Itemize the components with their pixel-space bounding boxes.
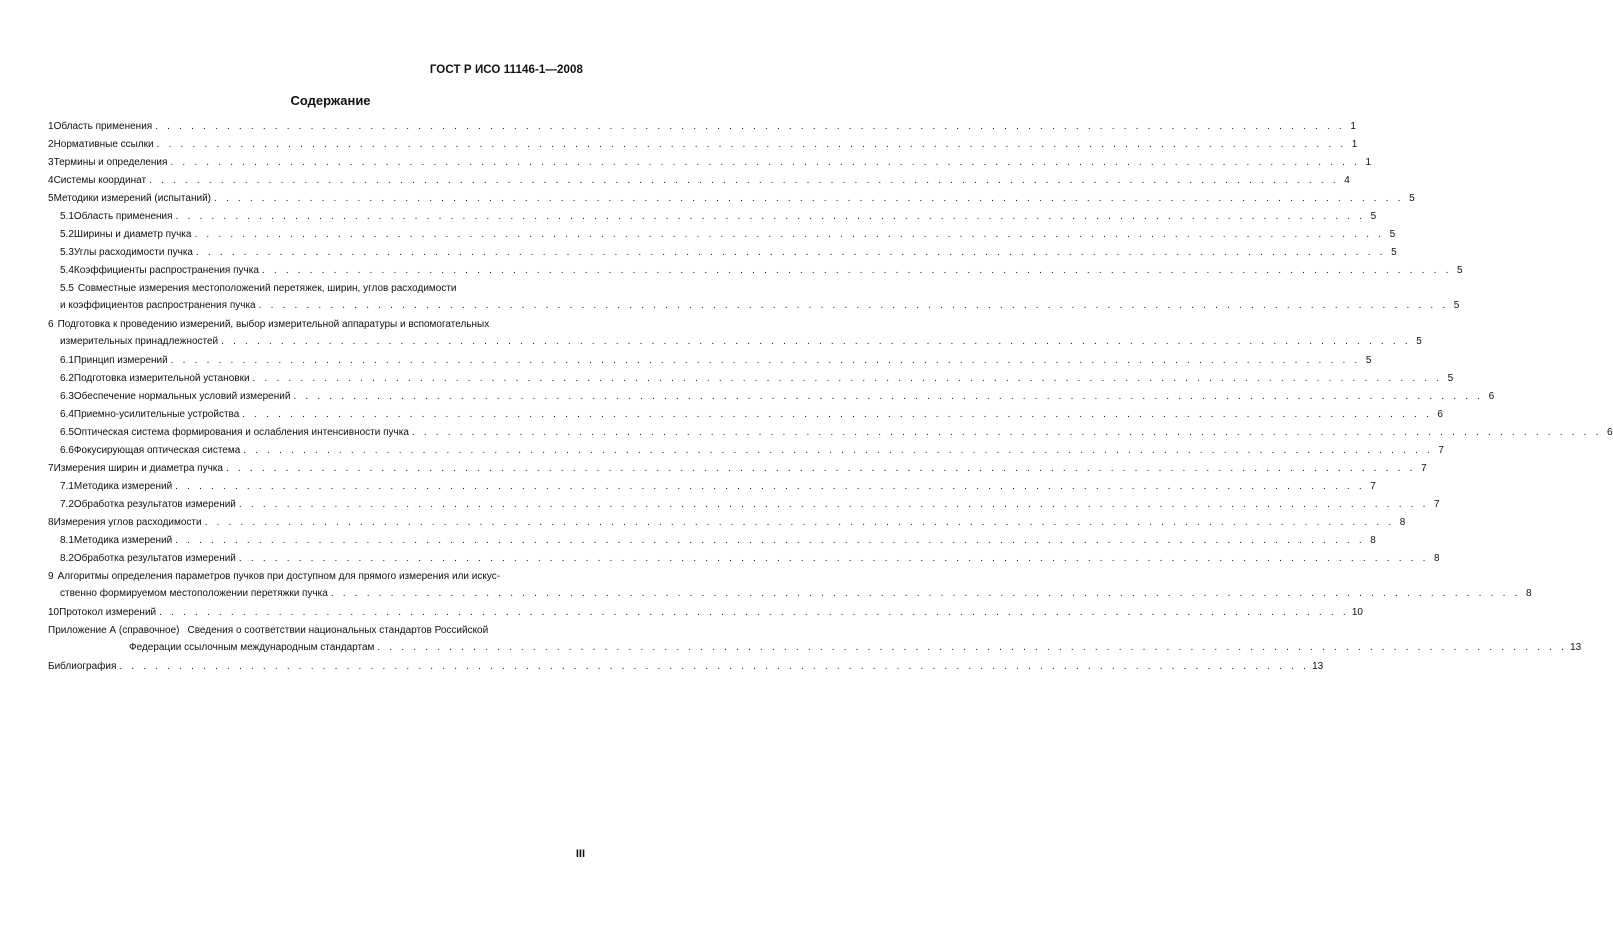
toc-entry-label: Область применения [73,211,173,222]
toc-entry[interactable] [60,408,1443,422]
toc-entry-number: 6.6 [60,445,74,456]
toc-entry-page: 6 [1488,391,1495,402]
toc-entry-label: Протокол измерений [59,607,157,618]
toc-entry-label-line1: Сведения о соответствии национальных стандартов Российской [187,625,489,636]
toc-entry-page: 4 [1344,175,1350,186]
toc-entry-page: 5 [1391,247,1397,258]
toc-leader-dots: . . . . . . . . . . . . . . . . . . . . . . . . . . . . . . . . . . . . . . . . . . . . . . . . . . . . . . . . . . . . . . . . . . . . . . . . . . . . . . . . . . . . . . . . . . . . . . . . . . . . [175,481,1365,492]
toc-entry[interactable] [60,354,1372,368]
toc-leader-dots: . . . . . . . . . . . . . . . . . . . . . . . . . . . . . . . . . . . . . . . . . . . . . . . . . . . . . . . . . . . . . . . . . . . . . . . . . . . . . . . . . . . . . . . . . . . . . . . . . . . . [293,391,1484,402]
document-code: ГОСТ Р ИСО 11146-1—2008 [429,64,583,76]
toc-entry[interactable] [48,660,1324,674]
toc-entry-number: 8.1 [60,535,74,546]
toc-leader-dots: . . . . . . . . . . . . . . . . . . . . . . . . . . . . . . . . . . . . . . . . . . . . . . . . . . . . . . . . . . . . . . . . . . . . . . . . . . . . . . . . . . . . . . . . . . . . . . . . . . . . [221,336,1411,347]
toc-entry-label: Измерения ширин и диаметра пучка [53,463,223,474]
toc-entry[interactable] [60,264,1463,278]
toc-entry-label-line2: Федерации ссылочным международным стандартам [129,642,375,653]
toc-entry-number: 5.3 [60,247,74,258]
toc-entry-page: 5 [1416,336,1422,347]
toc-leader-dots: . . . . . . . . . . . . . . . . . . . . . . . . . . . . . . . . . . . . . . . . . . . . . . . . . . . . . . . . . . . . . . . . . . . . . . . . . . . . . . . . . . . . . . . . . . . . . . . . . . . . [242,409,1432,420]
toc-entry[interactable] [60,228,1396,242]
toc-leader-dots: . . . . . . . . . . . . . . . . . . . . . . . . . . . . . . . . . . . . . . . . . . . . . . . . . . . . . . . . . . . . . . . . . . . . . . . . . . . . . . . . . . . . . . . . . . . . . . . . . . . . [213,193,1404,204]
toc-entry-label-line1: Алгоритмы определения параметров пучков при доступном для прямого измерения или искус- [57,571,501,582]
toc-entry[interactable] [48,606,1363,620]
toc-entry-continuation[interactable] [60,299,1460,313]
toc-entry[interactable] [60,444,1444,458]
toc-leader-dots: . . . . . . . . . . . . . . . . . . . . . . . . . . . . . . . . . . . . . . . . . . . . . . . . . . . . . . . . . . . . . . . . . . . . . . . . . . . . . . . . . . . . . . . . . . . . . . . . . . . . [238,499,1429,510]
toc-entry[interactable] [48,192,1415,206]
toc-entry-label: Термины и определения [53,157,168,168]
toc-entry-page: 5 [1453,300,1460,311]
toc-entry-page: 13 [1312,661,1324,672]
toc-entry-label: Методика измерений [73,481,173,492]
toc-entry[interactable] [48,120,1356,134]
toc-entry-continuation[interactable] [129,641,1582,655]
toc-entry-page: 5 [1447,373,1454,384]
toc-entry-continuation[interactable] [60,335,1422,349]
toc-entry-number: 4 [48,175,54,186]
toc-entry-label: Принцип измерений [73,355,168,366]
toc-entry[interactable] [60,426,1613,440]
toc-leader-dots: . . . . . . . . . . . . . . . . . . . . . . . . . . . . . . . . . . . . . . . . . . . . . . . . . . . . . . . . . . . . . . . . . . . . . . . . . . . . . . . . . . . . . . . . . . . . . . . . . . . . [225,463,1416,474]
toc-leader-dots: . . . . . . . . . . . . . . . . . . . . . . . . . . . . . . . . . . . . . . . . . . . . . . . . . . . . . . . . . . . . . . . . . . . . . . . . . . . . . . . . . . . . . . . . . . . . . . . . . . . . [156,139,1347,150]
toc-entry-page: 8 [1399,517,1406,528]
toc-leader-dots: . . . . . . . . . . . . . . . . . . . . . . . . . . . . . . . . . . . . . . . . . . . . . . . . . . . . . . . . . . . . . . . . . . . . . . . . . . . . . . . . . . . . . . . . . . . . . . . . . . . . [238,553,1429,564]
toc-title: Содержание [290,93,371,108]
toc-entry[interactable] [60,480,1376,494]
toc-leader-dots: . . . . . . . . . . . . . . . . . . . . . . . . . . . . . . . . . . . . . . . . . . . . . . . . . . . . . . . . . . . . . . . . . . . . . . . . . . . . . . . . . . . . . . . . . . . . . . . . . . . . [330,588,1521,599]
toc-entry-number: 5.1 [60,211,74,222]
toc-entry-label: Подготовка измерительной установки [73,373,250,384]
toc-entry-label: Обеспечение нормальных условий измерений [73,391,291,402]
toc-entry[interactable] [48,462,1427,476]
toc-entry-number: 8.2 [60,553,74,564]
toc-entry-label: Библиография [48,661,117,672]
toc-entry[interactable] [48,624,584,638]
toc-entry-number: 6.4 [60,409,74,420]
toc-entry-number: 5.5 [60,283,74,294]
toc-entry[interactable] [48,138,1358,152]
toc-entry[interactable] [60,390,1495,404]
toc-leader-dots: . . . . . . . . . . . . . . . . . . . . . . . . . . . . . . . . . . . . . . . . . . . . . . . . . . . . . . . . . . . . . . . . . . . . . . . . . . . . . . . . . . . . . . . . . . . . . . . . . . . . [170,157,1361,168]
toc-entry-page: 7 [1434,499,1440,510]
toc-leader-dots: . . . . . . . . . . . . . . . . . . . . . . . . . . . . . . . . . . . . . . . . . . . . . . . . . . . . . . . . . . . . . . . . . . . . . . . . . . . . . . . . . . . . . . . . . . . . . . . . . . . . [159,607,1349,618]
toc-entry[interactable] [48,156,1372,170]
toc-entry-number: 2 [48,139,54,150]
toc-entry-label-line1: Подготовка к проведению измерений, выбор измерительной аппаратуры и вспомогательных [57,319,490,330]
toc-entry-label-line2: и коэффициентов распространения пучка [60,300,256,311]
toc-entry-number: 8 [48,517,54,528]
toc-entry-page: 8 [1525,588,1532,599]
appendix-prefix: Приложение А (справочное) [48,625,180,636]
toc-leader-dots: . . . . . . . . . . . . . . . . . . . . . . . . . . . . . . . . . . . . . . . . . . . . . . . . . . . . . . . . . . . . . . . . . . . . . . . . . . . . . . . . . . . . . . . . . . . . . . . . . . . . [194,229,1385,240]
toc-entry-number: 7.1 [60,481,74,492]
toc-entry-label: Коэффициенты распространения пучка [73,265,259,276]
toc-entry-number: 6.3 [60,391,74,402]
toc-entry[interactable] [60,552,1440,566]
toc-entry-page: 1 [1350,121,1356,132]
toc-entry-page: 6 [1607,427,1613,438]
toc-entry-label-line1: Совместные измерения местоположений перетяжек, ширин, углов расходимости [77,283,457,294]
toc-entry-label: Область применения [53,121,153,132]
toc-entry-label: Методики измерений (испытаний) [53,193,211,204]
toc-entry-number: 5.2 [60,229,74,240]
toc-entry[interactable] [60,210,1377,224]
toc-leader-dots: . . . . . . . . . . . . . . . . . . . . . . . . . . . . . . . . . . . . . . . . . . . . . . . . . . . . . . . . . . . . . . . . . . . . . . . . . . . . . . . . . . . . . . . . . . . . . . . . . . . . [175,535,1365,546]
toc-entry-label: Ширины и диаметр пучка [73,229,192,240]
toc-entry-label: Системы координат [53,175,147,186]
toc-entry-number: 7.2 [60,499,74,510]
toc-entry[interactable] [60,246,1397,260]
toc-entry-continuation[interactable] [60,587,1532,601]
toc-entry-number: 10 [48,607,60,618]
toc-entry[interactable] [48,318,584,332]
toc-entry-label-line2: измерительных принадлежностей [60,336,219,347]
toc-entry-page: 7 [1370,481,1376,492]
toc-entry[interactable] [60,282,584,296]
toc-entry-label: Углы расходимости пучка [73,247,193,258]
toc-entry-label: Нормативные ссылки [53,139,154,150]
toc-entry-label: Методика измерений [73,535,173,546]
toc-entry-page: 5 [1370,211,1377,222]
toc-entry[interactable] [48,570,584,584]
toc-entry-page: 7 [1438,445,1444,456]
toc-entry-number: 6.5 [60,427,74,438]
toc-entry-number: 9 [48,571,54,582]
toc-entry-page: 8 [1370,535,1376,546]
toc-entry-label-line2: ственно формируемом местоположении перетяжки пучка [60,588,328,599]
toc-entry[interactable] [60,498,1440,512]
toc-leader-dots: . . . . . . . . . . . . . . . . . . . . . . . . . . . . . . . . . . . . . . . . . . . . . . . . . . . . . . . . . . . . . . . . . . . . . . . . . . . . . . . . . . . . . . . . . . . . . . . . . . . . [261,265,1452,276]
toc-entry-number: 6.2 [60,373,74,384]
toc-leader-dots: . . . . . . . . . . . . . . . . . . . . . . . . . . . . . . . . . . . . . . . . . . . . . . . . . . . . . . . . . . . . . . . . . . . . . . . . . . . . . . . . . . . . . . . . . . . . . . . . . . . . [411,427,1602,438]
toc-leader-dots: . . . . . . . . . . . . . . . . . . . . . . . . . . . . . . . . . . . . . . . . . . . . . . . . . . . . . . . . . . . . . . . . . . . . . . . . . . . . . . . . . . . . . . . . . . . . . . . . . . . . [149,175,1339,186]
toc-entry-page: 7 [1421,463,1427,474]
toc-entry-page: 10 [1351,607,1363,618]
toc-entry[interactable] [60,372,1454,386]
toc-entry-page: 1 [1351,139,1358,150]
toc-leader-dots: . . . . . . . . . . . . . . . . . . . . . . . . . . . . . . . . . . . . . . . . . . . . . . . . . . . . . . . . . . . . . . . . . . . . . . . . . . . . . . . . . . . . . . . . . . . . . . . . . . . . [195,247,1386,258]
toc-entry-page: 5 [1457,265,1463,276]
toc-leader-dots: . . . . . . . . . . . . . . . . . . . . . . . . . . . . . . . . . . . . . . . . . . . . . . . . . . . . . . . . . . . . . . . . . . . . . . . . . . . . . . . . . . . . . . . . . . . . . . . . . . . . [258,300,1449,311]
toc-entry-number: 3 [48,157,54,168]
toc-leader-dots: . . . . . . . . . . . . . . . . . . . . . . . . . . . . . . . . . . . . . . . . . . . . . . . . . . . . . . . . . . . . . . . . . . . . . . . . . . . . . . . . . . . . . . . . . . . . . . . . . . . . [252,373,1443,384]
toc-entry-number: 7 [48,463,54,474]
toc-leader-dots: . . . . . . . . . . . . . . . . . . . . . . . . . . . . . . . . . . . . . . . . . . . . . . . . . . . . . . . . . . . . . . . . . . . . . . . . . . . . . . . . . . . . . . . . . . . . . . . . . . . . [243,445,1433,456]
toc-entry[interactable] [60,534,1376,548]
toc-entry-page: 1 [1365,157,1372,168]
toc-entry-page: 5 [1409,193,1415,204]
toc-entry-page: 5 [1389,229,1396,240]
toc-leader-dots: . . . . . . . . . . . . . . . . . . . . . . . . . . . . . . . . . . . . . . . . . . . . . . . . . . . . . . . . . . . . . . . . . . . . . . . . . . . . . . . . . . . . . . . . . . . . . . . . . . . . [170,355,1361,366]
toc-leader-dots: . . . . . . . . . . . . . . . . . . . . . . . . . . . . . . . . . . . . . . . . . . . . . . . . . . . . . . . . . . . . . . . . . . . . . . . . . . . . . . . . . . . . . . . . . . . . . . . . . . . . [377,642,1568,653]
toc-entry-page: 13 [1570,642,1582,653]
toc-leader-dots: . . . . . . . . . . . . . . . . . . . . . . . . . . . . . . . . . . . . . . . . . . . . . . . . . . . . . . . . . . . . . . . . . . . . . . . . . . . . . . . . . . . . . . . . . . . . . . . . . . . . [204,517,1395,528]
toc-leader-dots: . . . . . . . . . . . . . . . . . . . . . . . . . . . . . . . . . . . . . . . . . . . . . . . . . . . . . . . . . . . . . . . . . . . . . . . . . . . . . . . . . . . . . . . . . . . . . . . . . . . . [155,121,1345,132]
page-number: III [575,848,585,860]
toc-entry-label: Приемно-усилительные устройства [73,409,240,420]
toc-entry[interactable] [48,516,1406,530]
toc-entry[interactable] [48,174,1350,188]
toc-entry-page: 6 [1437,409,1443,420]
toc-entry-label: Обработка результатов измерений [73,499,236,510]
toc-entry-number: 6.1 [60,355,74,366]
toc-entry-label: Измерения углов расходимости [53,517,202,528]
toc-entry-number: 5 [48,193,54,204]
toc-entry-page: 5 [1365,355,1372,366]
toc-entry-label: Фокусирующая оптическая система [73,445,241,456]
toc-entry-number: 1 [48,121,54,132]
toc-entry-number: 5.4 [60,265,74,276]
toc-entry-label: Оптическая система формирования и ослабления интенсивности пучка [73,427,409,438]
toc-entry-page: 8 [1434,553,1440,564]
toc-leader-dots: . . . . . . . . . . . . . . . . . . . . . . . . . . . . . . . . . . . . . . . . . . . . . . . . . . . . . . . . . . . . . . . . . . . . . . . . . . . . . . . . . . . . . . . . . . . . . . . . . . . . [175,211,1366,222]
toc-entry-label: Обработка результатов измерений [73,553,236,564]
toc-leader-dots: . . . . . . . . . . . . . . . . . . . . . . . . . . . . . . . . . . . . . . . . . . . . . . . . . . . . . . . . . . . . . . . . . . . . . . . . . . . . . . . . . . . . . . . . . . . . . . . . . . . . [119,661,1310,672]
toc-entry-number: 6 [48,319,54,330]
